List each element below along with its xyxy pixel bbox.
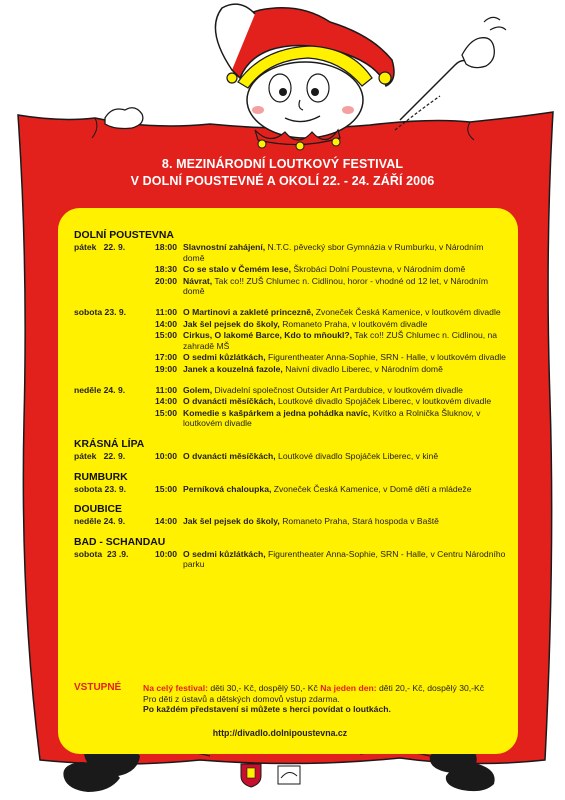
- day-block: [74, 307, 506, 375]
- event-row: [144, 319, 506, 330]
- day-label: sobota 23. 9.: [74, 306, 127, 317]
- event-title: Jak šel pejsek do školy,: [183, 516, 280, 527]
- event-title: O sedmi kůzlátkách,: [183, 548, 266, 559]
- event-description: Figurentheater Anna-Sophie, SRN - Halle, v loutkovém divadle: [265, 352, 506, 363]
- location-heading: DOLNÍ POUSTEVNA: [74, 230, 174, 241]
- closing-note: Po každém představení si můžete s herci povídat o loutkách.: [143, 704, 391, 715]
- location-heading: DOUBICE: [74, 504, 122, 516]
- event-time: 18:00: [155, 242, 177, 252]
- day-label: pátek 22. 9.: [74, 450, 126, 461]
- event-row: [144, 408, 506, 429]
- event-time: 18:30: [155, 264, 177, 275]
- day-block: [74, 242, 506, 297]
- event-time: 15:00: [155, 407, 177, 418]
- festival-title-line1: 8. MEZINÁRODNÍ LOUTKOVÝ FESTIVAL: [161, 157, 404, 171]
- event-description: Divadelní společnost Outsider Art Pardubice, v loutkovém divadle: [212, 384, 463, 395]
- day-label: sobota 23 .9.: [74, 548, 129, 559]
- event-description: N.T.C. pěvecký sbor Gymnázia v Rumburku, v Národním domě: [183, 242, 484, 263]
- town-crest-icon: [238, 762, 264, 788]
- event-title: O Martinovi a zakleté princezně,: [183, 306, 314, 317]
- price-section: [74, 683, 514, 715]
- festival-title-line2: V DOLNÍ POUSTEVNÉ A OKOLÍ 22. - 24. ZÁŘÍ 2006: [130, 174, 435, 188]
- event-description: Naivní divadlo Liberec, v Národním domě: [282, 363, 443, 374]
- location-heading: RUMBURK: [74, 471, 128, 483]
- event-time: 14:00: [155, 516, 177, 527]
- event-time: 14:00: [155, 318, 177, 329]
- event-time: 15:00: [155, 330, 177, 341]
- event-time: 15:00: [155, 483, 177, 494]
- event-row: [144, 330, 506, 351]
- day-label: sobota 23. 9.: [74, 483, 127, 494]
- left-hand: [105, 108, 143, 129]
- whole-festival-label: Na celý festival:: [143, 683, 208, 693]
- event-title: Janek a kouzelná fazole,: [183, 363, 283, 374]
- hat-bell-icon: [379, 72, 391, 84]
- day-label: neděle 24. 9.: [74, 384, 126, 395]
- day-label: pátek 22. 9.: [74, 242, 126, 252]
- event-title: Návrat,: [183, 275, 213, 286]
- festival-url-link[interactable]: http://divadlo.dolnipoustevna.cz: [212, 728, 348, 738]
- event-row: [144, 364, 506, 375]
- event-title: Co se stalo v Čemém lese,: [183, 264, 291, 275]
- event-description: Kvítko a Rolnička Šluknov, v loutkovém divadle: [183, 407, 481, 429]
- event-title: Komedie s kašpárkem a jedna pohádka navíc,: [183, 407, 371, 418]
- event-row: [144, 307, 506, 318]
- event-title: O dvanácti měsíčkách,: [183, 396, 276, 407]
- event-time: 17:00: [155, 352, 177, 363]
- right-arm: [400, 61, 470, 120]
- single-day-price: děti 20,- Kč, dospělý 30,-Kč: [376, 683, 485, 693]
- price-note: Pro děti z ústavů a dětských domovů vstup zdarma.: [143, 693, 340, 704]
- event-title: O sedmi kůzlátkách,: [183, 352, 266, 363]
- jester-face: [247, 62, 363, 138]
- event-row: [144, 276, 506, 297]
- event-time: 11:00: [155, 384, 177, 395]
- event-time: 20:00: [155, 275, 177, 286]
- day-label: neděle 24. 9.: [74, 516, 126, 527]
- event-description: Romaneto Praha, Stará hospoda v Baště: [279, 516, 439, 527]
- event-description: Škrobáci Dolní Poustevna, v Národním domě: [290, 264, 466, 275]
- event-row: [144, 264, 506, 275]
- event-description: Tak co!! ZUŠ Chlumec n. Cidlinou, na zahradě MŠ: [183, 330, 498, 351]
- event-time: 10:00: [155, 548, 177, 559]
- whole-festival-price: děti 30,- Kč, dospělý 50,- Kč: [207, 683, 321, 693]
- event-row: [144, 242, 506, 263]
- location-heading: KRÁSNÁ LÍPA: [74, 438, 145, 450]
- event-description: Figurentheater Anna-Sophie, SRN - Halle, v Centru Národního parku: [183, 548, 506, 570]
- event-title: Cirkus, O lakomé Barce, Kdo to mňoukl?,: [183, 330, 353, 341]
- single-day-label: Na jeden den:: [320, 683, 377, 693]
- day-block: [74, 451, 506, 462]
- event-description: Loutkové divadlo Spojáček Liberec, v kině: [275, 450, 439, 461]
- event-description: Zvoneček Česká Kamenice, v Domě dětí a mládeže: [271, 483, 472, 494]
- day-block: [74, 385, 506, 429]
- event-title: Jak šel pejsek do školy,: [183, 318, 280, 329]
- day-block: [74, 549, 506, 570]
- event-description: Tak co!! ZUŠ Chlumec n. Cidlinou, horor - vhodné od 12 let, v Národním domě: [183, 275, 489, 297]
- waving-hand: [462, 38, 494, 68]
- day-block: [74, 484, 506, 495]
- program-list: [74, 230, 506, 570]
- event-description: Zvoneček Česká Kamenice, v loutkovém divadle: [313, 306, 501, 317]
- day-block: [74, 516, 506, 527]
- event-row: [144, 484, 506, 495]
- price-label: VSTUPNÉ: [74, 682, 122, 693]
- event-row: [144, 451, 506, 462]
- event-title: O dvanácti měsíčkách,: [183, 450, 276, 461]
- event-time: 14:00: [155, 396, 177, 407]
- event-description: Romaneto Praha, v loutkovém divadle: [279, 318, 428, 329]
- event-row: [144, 549, 506, 570]
- event-title: Golem,: [183, 384, 213, 395]
- event-row: [144, 352, 506, 363]
- event-time: 19:00: [155, 363, 177, 374]
- event-time: 10:00: [155, 450, 177, 461]
- event-title: Slavnostní zahájení,: [183, 242, 266, 252]
- event-description: Loutkové divadlo Spojáček Liberec, v loutkovém divadle: [275, 396, 492, 407]
- location-heading: BAD - SCHANDAU: [74, 536, 166, 548]
- event-title: Perníková chaloupka,: [183, 483, 272, 494]
- event-time: 11:00: [155, 306, 177, 317]
- event-row: [144, 516, 506, 527]
- partner-logo-icon: [276, 762, 302, 788]
- event-row: [144, 385, 506, 396]
- event-row: [144, 396, 506, 407]
